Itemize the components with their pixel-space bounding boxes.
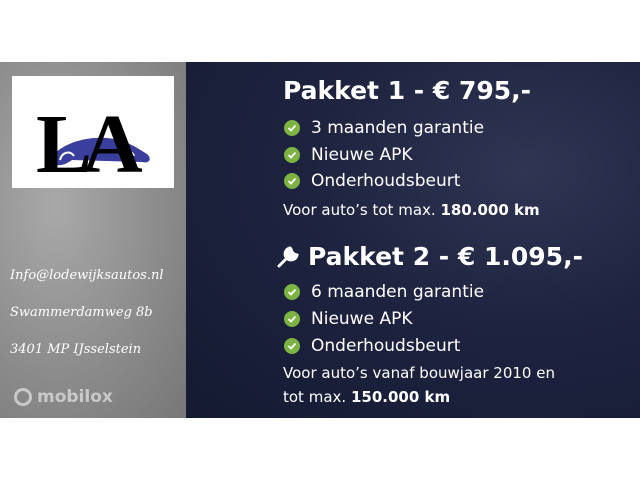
svg-text:L: L (36, 98, 93, 188)
mobilox-watermark (14, 387, 113, 407)
item-label: Nieuwe APK (311, 309, 413, 329)
item-label: 3 maanden garantie (311, 118, 485, 138)
banner (0, 62, 640, 418)
pakket2-title: Pakket 2 - € 1.095,- (308, 242, 583, 271)
pakket2-note-line1: Voor auto’s vanaf bouwjaar 2010 en (283, 364, 555, 382)
contact-city: 3401 MP IJsselstein (10, 342, 142, 357)
check-icon (284, 120, 300, 136)
watermark-text: mobilox (37, 387, 113, 407)
pakket1-item (284, 145, 412, 165)
pakket2-heading (276, 242, 583, 271)
item-label: 6 maanden garantie (311, 282, 485, 302)
pakket2-item (284, 282, 484, 302)
mobilox-logo-icon (14, 388, 32, 406)
item-label: Onderhoudsbeurt (311, 171, 461, 191)
contact-street: Swammerdamweg 8b (10, 305, 153, 320)
item-label: Nieuwe APK (311, 145, 413, 165)
logo (12, 76, 174, 188)
pakket1-item (284, 171, 460, 191)
pakket2-item (284, 336, 460, 356)
logo-la-car-icon (12, 76, 174, 188)
pakket1-item (284, 118, 484, 138)
check-icon (284, 311, 300, 327)
packages-panel (186, 62, 640, 418)
pakket2-note-line2: tot max. 150.000 km (283, 388, 451, 406)
check-icon (284, 173, 300, 189)
item-label: Onderhoudsbeurt (311, 336, 461, 356)
contact-panel (0, 62, 186, 418)
check-icon (284, 284, 300, 300)
wrench-icon (276, 245, 300, 269)
pakket1-title: Pakket 1 - € 795,- (283, 76, 532, 105)
pakket1-note: Voor auto’s tot max. 180.000 km (283, 201, 540, 219)
pakket2-item (284, 309, 412, 329)
check-icon (284, 338, 300, 354)
svg-text:A: A (82, 98, 143, 188)
check-icon (284, 147, 300, 163)
contact-email[interactable]: Info@lodewijksautos.nl (10, 268, 164, 283)
